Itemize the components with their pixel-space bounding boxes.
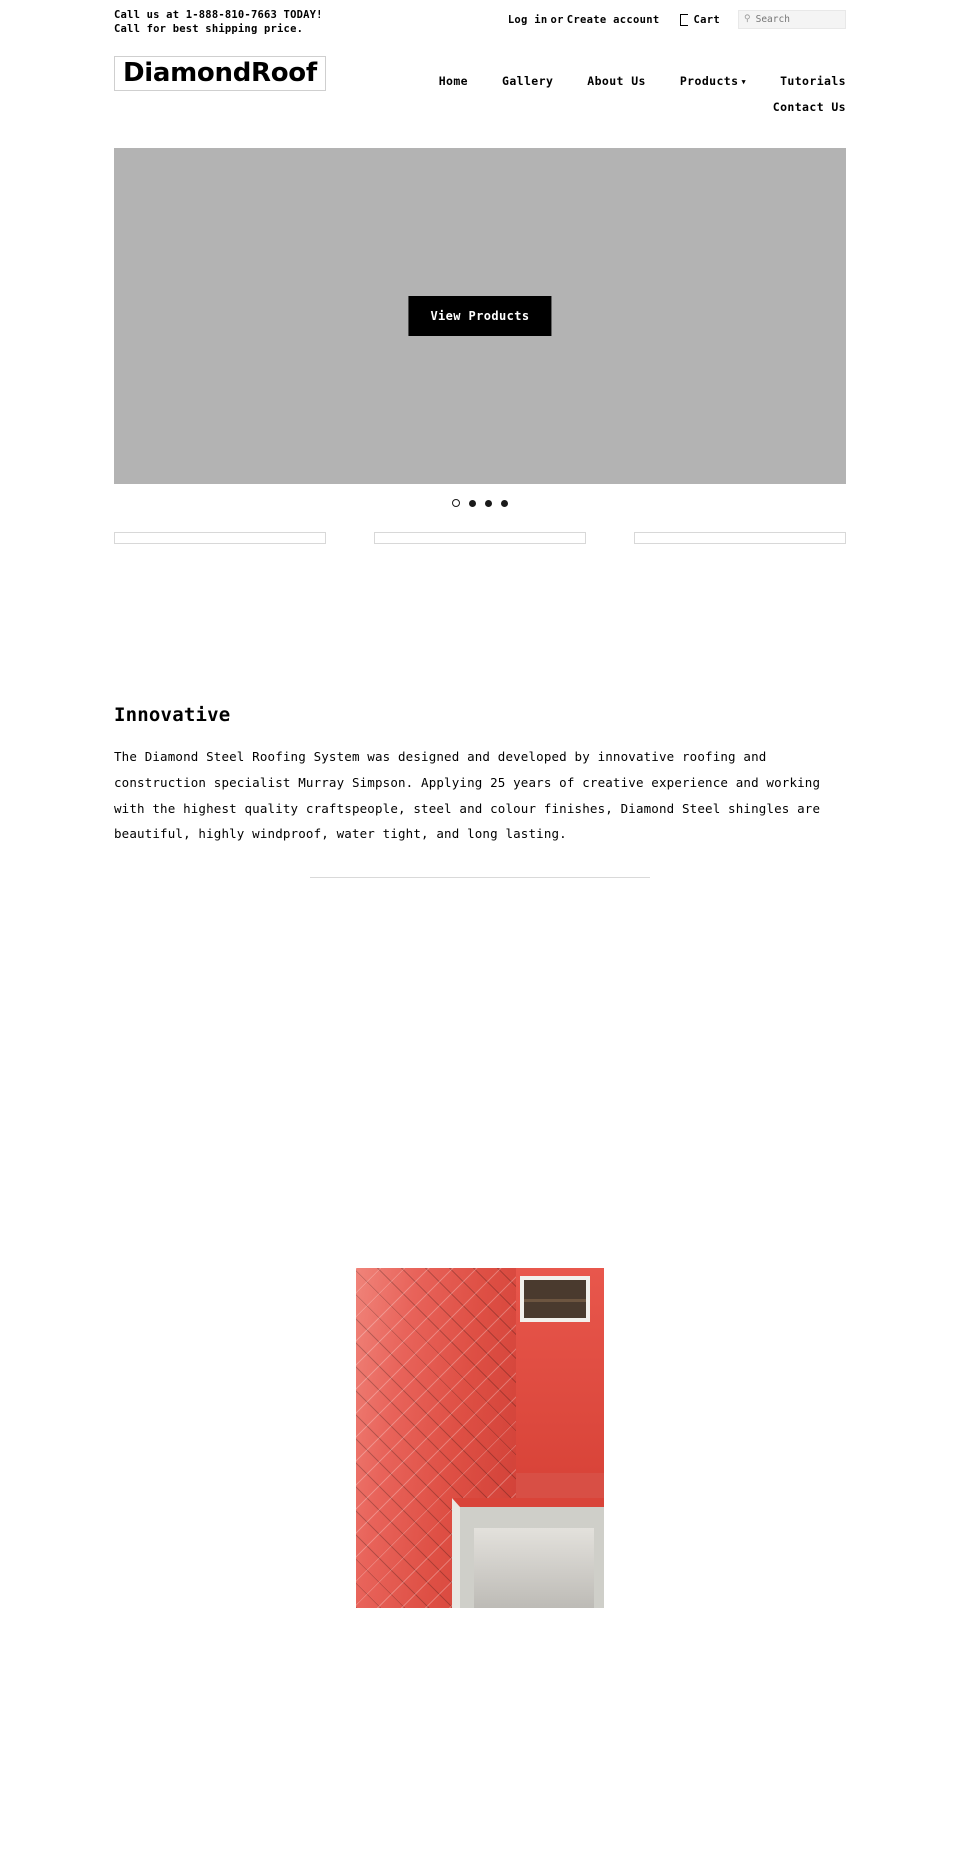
innovative-section [114,704,846,878]
photo-window [520,1276,590,1322]
view-products-button[interactable]: View Products [408,296,551,336]
cart-icon [680,14,688,26]
nav-label-home: Home [438,74,468,89]
slide-dot-1[interactable] [452,499,460,507]
main-navigation [326,56,846,114]
hero-slideshow[interactable] [114,148,846,484]
account-links [508,14,660,26]
cart-label: Cart [693,13,720,26]
slide-dot-4[interactable] [501,500,508,507]
slide-dot-2[interactable] [469,500,476,507]
create-account-link[interactable]: Create account [566,13,660,26]
innovative-heading: Innovative [114,704,231,727]
photo-section [114,1268,846,1608]
nav-label-gallery: Gallery [502,74,554,89]
chevron-down-icon: ▼ [741,77,747,86]
promo-box-2[interactable] [374,532,586,544]
promo-box-3[interactable] [634,532,846,544]
promo-box-1[interactable] [114,532,326,544]
nav-item-products[interactable] [680,74,746,88]
nav-second-row [326,100,846,114]
nav-label-about-us: About Us [587,74,646,89]
nav-item-contact-us[interactable] [773,100,846,114]
shingle-wall-photo [356,1268,604,1608]
photo-doorway [452,1498,604,1608]
slide-dot-3[interactable] [485,500,492,507]
nav-item-about-us[interactable] [587,74,646,88]
promo-box-row [114,532,846,544]
announcement-text: Call us at 1-888-810-7663 TODAY! Call for best shipping price. [114,9,323,36]
content-wrapper [114,0,846,1608]
site-logo[interactable]: DiamondRoof [114,56,326,91]
nav-label-products: Products [679,74,739,89]
account-separator: or [550,13,564,26]
innovative-body-text: The Diamond Steel Roofing System was designed and developed by innovative roofing and construction specialist Murray Simpson. Applying 25 years of creative experience and working with the highest quality craftspeople, steel and colour finishes, Diamond Steel shingles are beautiful, highly windproof, water tight, and long lasting. [114,749,821,842]
search-field-container[interactable] [738,10,846,29]
nav-item-tutorials[interactable] [780,74,846,88]
search-input[interactable] [756,14,840,25]
nav-label-tutorials: Tutorials [780,74,846,89]
slideshow-pagination[interactable] [114,496,846,510]
top-right-group [508,8,846,29]
nav-item-home[interactable] [439,74,468,88]
search-icon: ⚲ [744,14,751,24]
photo-door-panel [474,1528,594,1608]
nav-label-contact-us: Contact Us [772,100,846,115]
top-utility-bar [114,0,846,36]
nav-item-gallery[interactable] [502,74,553,88]
section-divider [310,877,650,878]
brand-nav-row [114,56,846,114]
cart-button[interactable] [680,14,721,26]
login-link[interactable]: Log in [507,13,548,26]
